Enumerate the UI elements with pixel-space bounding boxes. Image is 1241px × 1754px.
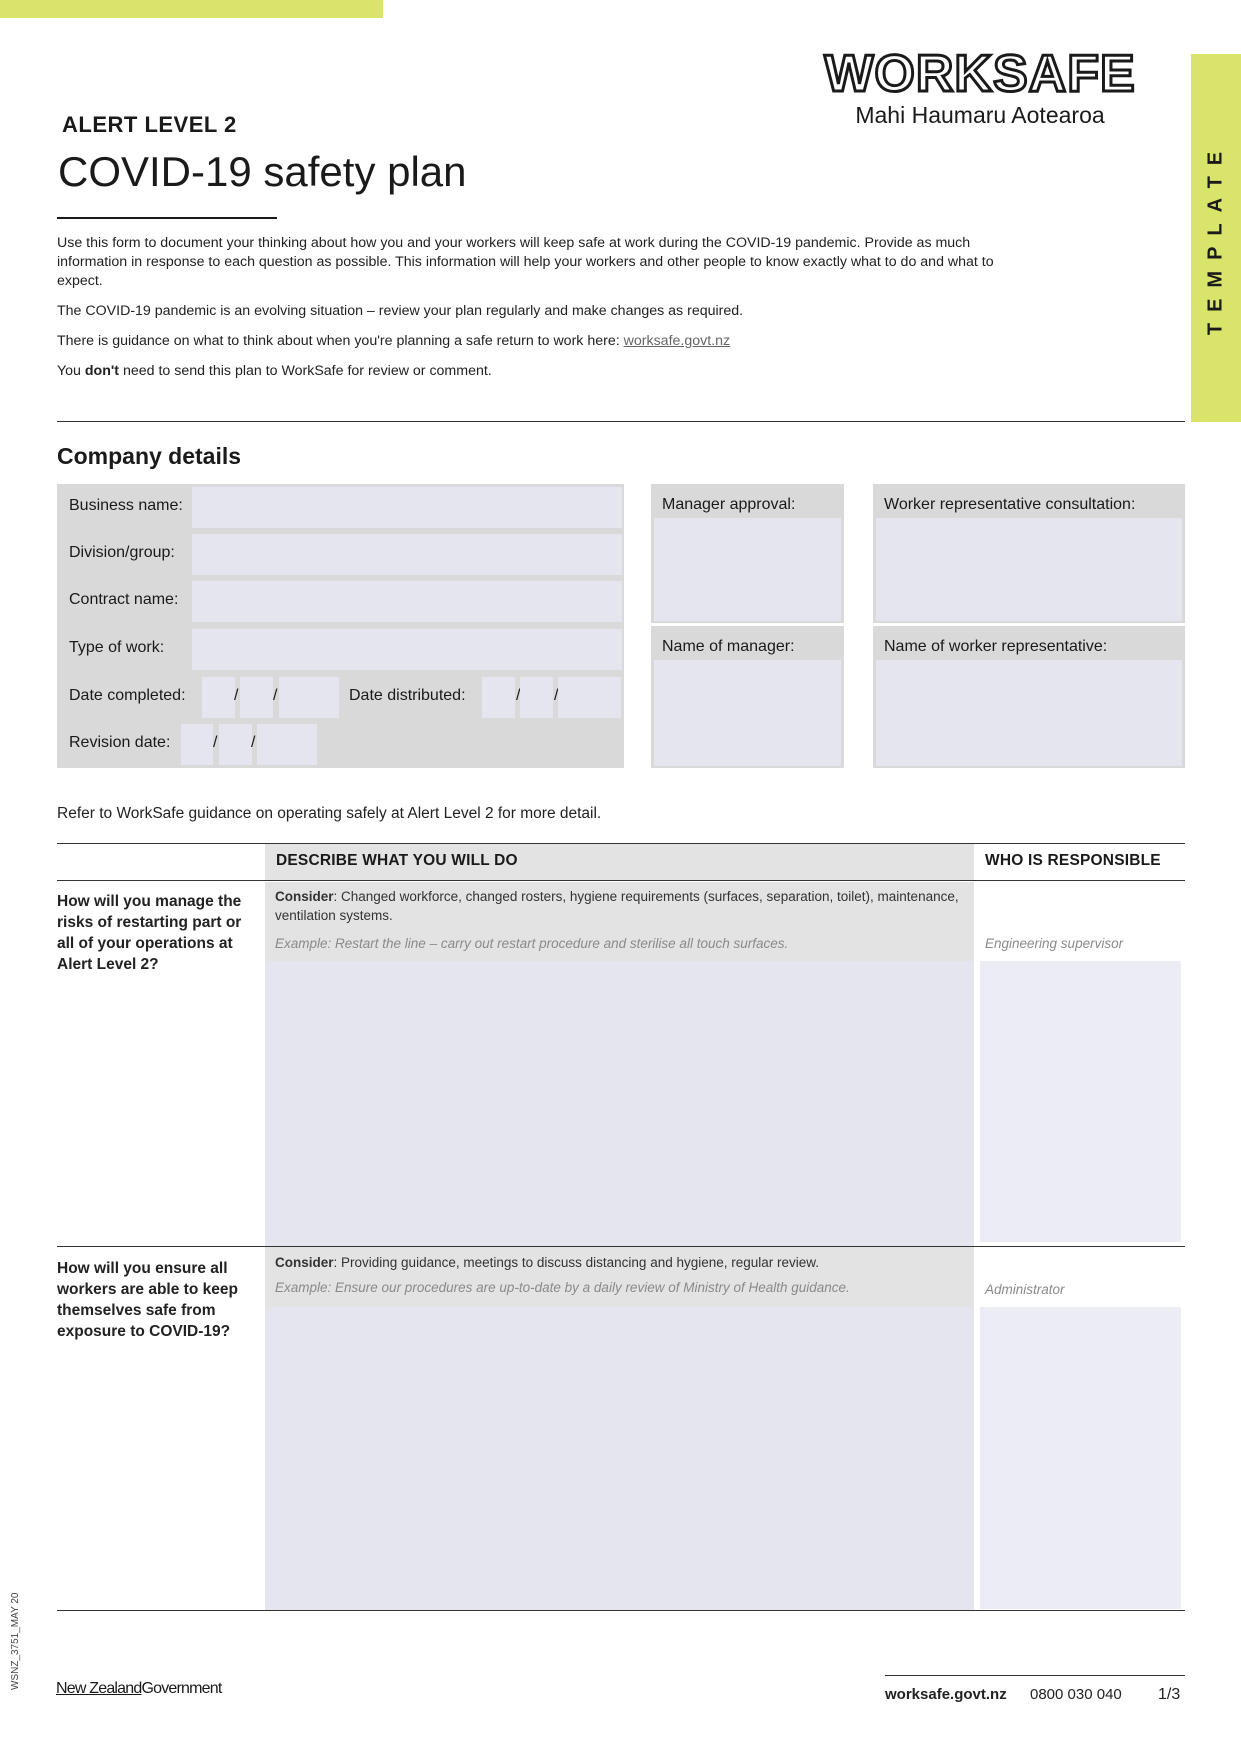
intro-paragraph-1: Use this form to document your thinking about how you and your workers will keep safe at work during the COVID-19 pandemic. Provide as much information in response to each question as possible. This information will help your workers and other people to know exactly what to do and what to expect. xyxy=(57,235,994,289)
manager-approval-box xyxy=(651,484,844,623)
manager-name-box xyxy=(651,626,844,768)
worker-rep-name-box xyxy=(873,626,1185,768)
dates-row xyxy=(57,674,624,721)
consider-body-1: : Changed workforce, changed rosters, hygiene requirements (surfaces, separation, toilet), maintenance, ventilation systems. xyxy=(275,889,959,923)
page-title: COVID-19 safety plan xyxy=(58,148,467,195)
consider-label-1: Consider xyxy=(275,889,334,904)
describe-field-2[interactable] xyxy=(265,1307,974,1610)
page-number: 1/3 xyxy=(1158,1686,1181,1703)
contract-row xyxy=(57,578,624,625)
worksafe-logo xyxy=(815,45,1145,129)
example-text-1: Example: Restart the line – carry out restart procedure and sterilise all touch surfaces. xyxy=(275,936,789,951)
alert-level-heading: ALERT LEVEL 2 xyxy=(62,112,237,137)
contract-label: Contract name: xyxy=(69,591,179,608)
type-of-work-field[interactable] xyxy=(192,629,622,670)
nz-government-nz: New Zealand xyxy=(56,1680,142,1697)
date-slash: / xyxy=(251,734,256,751)
responsible-field-1[interactable] xyxy=(980,961,1181,1242)
revision-date-label: Revision date: xyxy=(69,734,171,751)
date-slash: / xyxy=(213,734,218,751)
nz-government-logo xyxy=(56,1680,222,1698)
consider-label-2: Consider xyxy=(275,1255,334,1270)
intro-p4-suffix: need to send this plan to WorkSafe for review or comment. xyxy=(119,363,492,379)
revision-date-month[interactable] xyxy=(219,724,252,765)
intro-p4-prefix: You xyxy=(57,363,85,379)
question-2: How will you ensure all workers are able to keep themselves safe from exposure to COVID-19? xyxy=(57,1260,238,1340)
business-name-field[interactable] xyxy=(192,487,622,528)
footer-rule xyxy=(885,1675,1185,1676)
type-of-work-label: Type of work: xyxy=(69,639,165,656)
type-of-work-row xyxy=(57,626,624,673)
manager-name-label: Name of manager: xyxy=(662,638,795,655)
consider-text-2 xyxy=(275,1253,965,1272)
intro-paragraph-2: The COVID-19 pandemic is an evolving situation – review your plan regularly and make changes as required. xyxy=(57,303,744,319)
date-completed-month[interactable] xyxy=(240,677,273,718)
date-slash: / xyxy=(554,687,559,704)
table-bottom-rule xyxy=(57,1610,1185,1611)
responsible-column-header: WHO IS RESPONSIBLE xyxy=(985,852,1161,869)
footer-phone: 0800 030 040 xyxy=(1030,1686,1122,1703)
responsible-example-2: Administrator xyxy=(985,1282,1065,1297)
nz-government-word: Government xyxy=(141,1680,222,1697)
business-name-row xyxy=(57,484,624,531)
manager-name-field[interactable] xyxy=(654,660,841,766)
template-side-tab xyxy=(1191,54,1241,422)
guidance-note: Refer to WorkSafe guidance on operating safely at Alert Level 2 for more detail. xyxy=(57,805,602,822)
division-row xyxy=(57,531,624,578)
footer-url[interactable]: worksafe.govt.nz xyxy=(885,1686,1007,1703)
consider-box-2 xyxy=(265,1247,974,1307)
date-slash: / xyxy=(516,687,521,704)
consider-body-2: : Providing guidance, meetings to discuss distancing and hygiene, regular review. xyxy=(333,1255,820,1270)
worker-rep-name-label: Name of worker representative: xyxy=(884,638,1108,655)
worker-consultation-label: Worker representative consultation: xyxy=(884,496,1136,513)
revision-date-day[interactable] xyxy=(181,724,213,765)
worker-consultation-field[interactable] xyxy=(876,518,1182,621)
date-slash: / xyxy=(273,687,278,704)
manager-approval-field[interactable] xyxy=(654,518,841,621)
date-distributed-label: Date distributed: xyxy=(349,687,466,704)
date-distributed-month[interactable] xyxy=(520,677,553,718)
worksafe-link[interactable]: worksafe.govt.nz xyxy=(623,333,731,349)
question-1: How will you manage the risks of restarting part or all of your operations at Alert Level 2? xyxy=(57,893,242,973)
company-details-heading: Company details xyxy=(57,443,242,469)
worker-consultation-box xyxy=(873,484,1185,623)
company-details-form xyxy=(57,484,624,768)
intro-p4-bold: don't xyxy=(84,363,119,379)
date-completed-label: Date completed: xyxy=(69,687,186,704)
intro-text xyxy=(57,234,1007,392)
document-code: WSNZ_3751_MAY 20 xyxy=(10,1592,21,1690)
responsible-field-2[interactable] xyxy=(980,1307,1181,1609)
division-field[interactable] xyxy=(192,534,622,575)
title-divider xyxy=(57,217,277,219)
revision-date-year[interactable] xyxy=(257,724,317,765)
revision-date-row xyxy=(57,721,624,768)
responsible-example-1: Engineering supervisor xyxy=(985,936,1124,951)
date-distributed-day[interactable] xyxy=(482,677,515,718)
describe-field-1[interactable] xyxy=(265,961,974,1246)
intro-paragraph-4 xyxy=(57,362,1007,381)
business-name-label: Business name: xyxy=(69,497,183,514)
section-divider xyxy=(57,421,1185,422)
contract-field[interactable] xyxy=(192,581,622,622)
logo-wordmark: WORKSAFE xyxy=(824,45,1136,103)
date-slash: / xyxy=(234,687,239,704)
example-text-2: Example: Ensure our procedures are up-to-date by a daily review of Ministry of Health guidance. xyxy=(275,1280,850,1295)
division-label: Division/group: xyxy=(69,544,175,561)
describe-column-header: DESCRIBE WHAT YOU WILL DO xyxy=(276,852,518,869)
manager-approval-label: Manager approval: xyxy=(662,496,796,513)
date-completed-year[interactable] xyxy=(279,677,339,718)
date-distributed-year[interactable] xyxy=(558,677,621,718)
date-completed-day[interactable] xyxy=(202,677,235,718)
consider-text-1 xyxy=(275,887,965,925)
logo-tagline: Mahi Haumaru Aotearoa xyxy=(855,102,1105,128)
worker-rep-name-field[interactable] xyxy=(876,660,1182,766)
template-label: TEMPLATE xyxy=(1204,140,1227,336)
intro-p3-text: There is guidance on what to think about when you're planning a safe return to work here: xyxy=(57,333,624,349)
consider-box-1 xyxy=(265,882,974,961)
table-header-rule xyxy=(57,880,1185,881)
top-accent-bar xyxy=(0,0,383,18)
intro-paragraph-3 xyxy=(57,332,1007,351)
